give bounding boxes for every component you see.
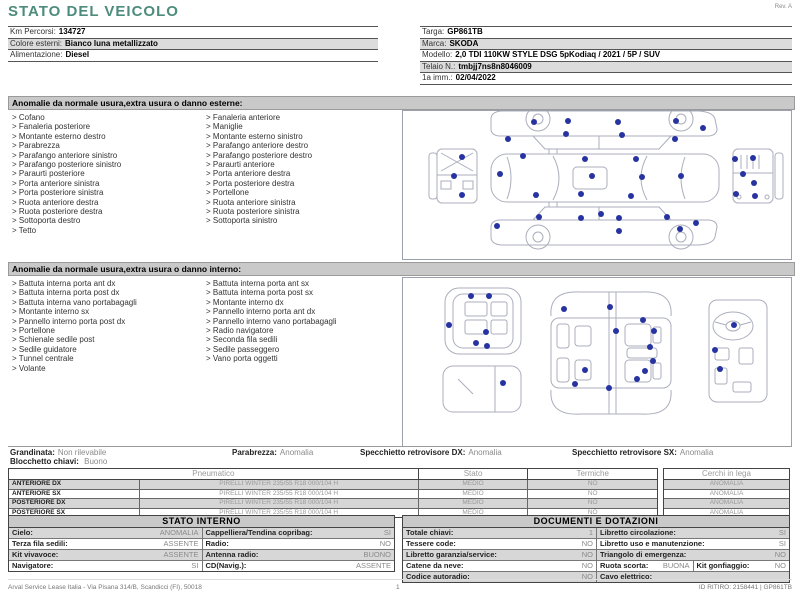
info-row	[420, 39, 792, 51]
field-label: Libretto uso e manutenzione:	[600, 539, 705, 548]
summary-item	[572, 448, 713, 457]
info-row	[8, 27, 378, 39]
field-label: Codice autoradio:	[406, 572, 470, 581]
damage-dot	[446, 322, 452, 328]
damage-dot	[505, 136, 511, 142]
field-cell	[9, 539, 202, 549]
field-label: Alimentazione:	[10, 50, 63, 59]
exterior-anomaly-list-left	[12, 113, 200, 235]
documents-body	[403, 528, 789, 582]
damage-dot	[598, 211, 604, 217]
field-label: Terza fila sedili:	[12, 539, 68, 548]
damage-dot	[615, 119, 621, 125]
interior-state-title: STATO INTERNO	[9, 516, 394, 528]
anomaly-item: > Ruota anteriore sinistra	[206, 198, 394, 207]
info-row	[8, 39, 378, 51]
alloy-cell: ANOMALIA	[709, 480, 744, 487]
footer-id-ritiro: ID RITIRO: 2158441 | GP861TB	[698, 584, 792, 591]
field-label: Marca:	[422, 38, 447, 48]
field-label: Telaio N.:	[422, 61, 456, 71]
damage-dot	[712, 347, 718, 353]
field-cell	[202, 550, 395, 560]
anomaly-item: > Ruota posteriore sinistra	[206, 207, 394, 216]
table-row	[9, 550, 394, 561]
col-header-stato: Stato	[418, 469, 528, 479]
anomaly-item: > Parafango anteriore destro	[206, 141, 394, 150]
summary-item	[360, 448, 502, 457]
col-header-termiche: Termiche	[527, 469, 657, 479]
anomaly-item: > Sedile passeggero	[206, 345, 394, 354]
damage-dot	[606, 385, 612, 391]
damage-dot	[651, 328, 657, 334]
field-value: NO	[774, 550, 786, 559]
field-label: Ruota scorta:	[600, 561, 649, 570]
exterior-damage-diagram	[402, 110, 792, 260]
alloy-cell: ANOMALIA	[709, 489, 744, 497]
field-value: NO	[581, 539, 593, 548]
anomaly-item: > Porta anteriore destra	[206, 169, 394, 178]
field-value: NO	[581, 561, 593, 570]
field-cell	[596, 561, 693, 571]
damage-dot	[459, 192, 465, 198]
damage-dot	[642, 368, 648, 374]
summary-item	[10, 448, 106, 457]
damage-dot	[563, 131, 569, 137]
field-label: Targa:	[422, 27, 445, 36]
field-value: ASSENTE	[163, 550, 199, 559]
field-label: Antenna radio:	[205, 550, 259, 559]
summary-label: Parabrezza:	[232, 448, 277, 457]
damage-dot	[664, 214, 670, 220]
summary-label: Specchietto retrovisore DX:	[360, 448, 466, 457]
damage-dot	[468, 293, 474, 299]
alloy-wheels-body	[664, 480, 789, 517]
field-value: ASSENTE	[163, 539, 199, 548]
damage-dot	[497, 171, 503, 177]
anomaly-item: > Pannello interno porta ant dx	[206, 307, 394, 316]
damage-dot	[561, 306, 567, 312]
damage-dot	[451, 173, 457, 179]
anomaly-item: > Fanaleria anteriore	[206, 113, 394, 122]
condition-summary-line2	[10, 457, 107, 466]
field-value: NO	[581, 550, 593, 559]
table-row	[403, 550, 789, 561]
summary-label: Grandinata:	[10, 448, 55, 457]
tyre-cell: NO	[527, 480, 657, 489]
interior-state-table	[8, 515, 395, 572]
damage-dot	[494, 223, 500, 229]
damage-dot	[483, 329, 489, 335]
info-row	[420, 73, 792, 85]
summary-value: Anomalia	[679, 448, 714, 457]
field-value: BUONA	[662, 561, 690, 570]
damage-dot	[565, 118, 571, 124]
damage-dot	[672, 136, 678, 142]
field-value: SI	[778, 539, 786, 548]
damage-dot	[616, 228, 622, 234]
damage-dot	[693, 220, 699, 226]
damage-dot	[678, 173, 684, 179]
anomaly-item: > Montante esterno destro	[12, 132, 200, 141]
damage-dot	[639, 174, 645, 180]
field-cell	[596, 550, 789, 560]
anomaly-item: > Parafango posteriore sinistro	[12, 160, 200, 169]
tyre-cell: NO	[527, 490, 657, 499]
damage-dot	[647, 344, 653, 350]
anomaly-item: > Seconda fila sedili	[206, 335, 394, 344]
field-cell	[403, 572, 596, 582]
revision-label: Rev. A	[774, 4, 792, 10]
damage-dot	[578, 191, 584, 197]
separator-line	[8, 446, 792, 447]
table-row	[403, 528, 789, 539]
col-header-cerchi: Cerchi in lega	[702, 469, 751, 478]
tyre-table-body	[9, 480, 657, 517]
footer-company-address: Arval Service Lease Italia - Via Pisana 314/B, Scandicci (FI), 50018	[8, 584, 202, 591]
interior-state-body	[9, 528, 394, 571]
tyre-row	[9, 480, 657, 490]
field-label: Radio:	[205, 539, 229, 548]
anomaly-item: > Portellone	[12, 326, 200, 335]
tyre-cell: MEDIO	[418, 499, 528, 508]
alloy-row	[664, 490, 789, 500]
field-label: Totale chiavi:	[406, 528, 454, 537]
field-cell	[403, 539, 596, 549]
tyre-cell: POSTERIORE DX	[12, 499, 66, 506]
info-row	[420, 27, 792, 39]
anomaly-item: > Porta posteriore destra	[206, 179, 394, 188]
tyre-cell: POSTERIORE SX	[12, 508, 66, 516]
anomaly-item: > Ruota anteriore destra	[12, 198, 200, 207]
anomaly-item: > Ruota posteriore destra	[12, 207, 200, 216]
damage-dot	[700, 125, 706, 131]
damage-dot	[677, 226, 683, 232]
table-row	[9, 561, 394, 571]
damage-dot	[520, 153, 526, 159]
anomaly-item: > Parafango posteriore destro	[206, 151, 394, 160]
damage-dot	[619, 132, 625, 138]
table-row	[403, 561, 789, 572]
documents-table	[402, 515, 790, 583]
field-cell	[9, 561, 202, 571]
field-cell	[403, 561, 596, 571]
summary-item	[232, 448, 313, 457]
anomaly-item: > Battuta interna vano portabagagli	[12, 298, 200, 307]
damage-dot	[733, 191, 739, 197]
damage-dot	[473, 340, 479, 346]
field-value: BUONO	[363, 550, 391, 559]
field-value: Bianco luna metallizzato	[65, 38, 158, 48]
info-row	[420, 62, 792, 74]
field-cell	[202, 528, 395, 538]
tyre-cell: PIRELLI WINTER 235/55 R18 000/104 H	[139, 480, 418, 489]
field-label: Navigatore:	[12, 561, 54, 570]
tyre-table	[8, 468, 658, 518]
field-label: Cappelliera/Tendina copribag:	[205, 528, 313, 537]
anomaly-item: > Tetto	[12, 226, 200, 235]
vehicle-info-left	[8, 26, 378, 62]
field-label: CD(Navig.):	[205, 561, 247, 570]
field-label: Catene da neve:	[406, 561, 464, 570]
anomaly-item: > Vano porta oggetti	[206, 354, 394, 363]
field-cell	[596, 528, 789, 538]
info-row	[8, 50, 378, 62]
anomaly-item: > Portellone	[206, 188, 394, 197]
field-value: SI	[778, 528, 786, 537]
tyre-cell: MEDIO	[418, 509, 528, 518]
field-value: 134727	[58, 27, 86, 36]
anomaly-item: > Porta posteriore sinistra	[12, 188, 200, 197]
field-value: SKODA	[449, 38, 479, 48]
anomaly-item: > Montante interno sx	[12, 307, 200, 316]
damage-dot	[751, 180, 757, 186]
damage-dot	[732, 156, 738, 162]
footer-page-number: 1	[396, 584, 400, 591]
page-title: STATO DEL VEICOLO	[8, 3, 179, 20]
field-cell	[596, 539, 789, 549]
alloy-wheels-table	[663, 468, 790, 518]
damage-dot	[500, 380, 506, 386]
field-cell	[9, 550, 202, 560]
field-cell	[596, 572, 789, 582]
damage-dot	[650, 358, 656, 364]
summary-value: Non rilevabile	[57, 448, 107, 457]
col-header-pneumatico: Pneumatico	[192, 469, 235, 478]
field-cell	[202, 561, 395, 571]
field-value: 2,0 TDI 110KW STYLE DSG 5pKodiaq / 2021 / 5P / SUV	[455, 50, 661, 59]
field-value: NO	[379, 539, 391, 548]
vehicle-info-right	[420, 26, 792, 85]
field-label: Kit gonfiaggio:	[696, 561, 750, 570]
anomaly-item: > Paraurti anteriore	[206, 160, 394, 169]
anomaly-item: > Schienale sedile post	[12, 335, 200, 344]
damage-dot	[572, 381, 578, 387]
field-value: Diesel	[65, 50, 90, 59]
damage-dot	[740, 171, 746, 177]
damage-dot	[578, 215, 584, 221]
summary-value: Anomalia	[468, 448, 502, 457]
alloy-row	[664, 499, 789, 509]
anomaly-item: > Maniglie	[206, 122, 394, 131]
anomaly-item: > Parafango anteriore sinistro	[12, 151, 200, 160]
anomaly-item: > Pannello interno porta post dx	[12, 317, 200, 326]
tyre-cell: MEDIO	[418, 490, 528, 499]
field-value: ASSENTE	[355, 561, 391, 570]
field-value: 02/04/2022	[455, 73, 496, 82]
field-label: Km Percorsi:	[10, 27, 56, 36]
tyre-table-header	[9, 469, 657, 480]
anomaly-item: > Tunnel centrale	[12, 354, 200, 363]
damage-dot	[752, 193, 758, 199]
summary-label: Blocchetto chiavi:	[10, 457, 79, 466]
field-label: Kit vivavoce:	[12, 550, 59, 559]
alloy-row	[664, 480, 789, 490]
condition-summary-line1	[0, 448, 800, 457]
tyre-cell: MEDIO	[418, 480, 528, 489]
tyre-row	[9, 490, 657, 500]
field-label: Cavo elettrico:	[600, 572, 653, 581]
tyre-cell: ANTERIORE SX	[12, 489, 61, 497]
exterior-section-title: Anomalie da normale usura,extra usura o danno esterne:	[8, 96, 795, 110]
field-label: Libretto garanzia/service:	[406, 550, 497, 559]
footer-separator	[8, 579, 792, 580]
anomaly-item: > Sottoporta destro	[12, 216, 200, 225]
interior-anomaly-list-left	[12, 279, 200, 373]
damage-dot	[640, 317, 646, 323]
damage-dot	[750, 155, 756, 161]
damage-dot	[582, 367, 588, 373]
tyre-cell: PIRELLI WINTER 235/55 R18 000/104 H	[139, 499, 418, 508]
damage-dot	[533, 192, 539, 198]
damage-dot	[582, 156, 588, 162]
documents-title: DOCUMENTI E DOTAZIONI	[403, 516, 789, 528]
tyre-cell: ANTERIORE DX	[12, 480, 62, 487]
summary-value: Buono	[84, 457, 108, 466]
anomaly-item: > Porta anteriore sinistra	[12, 179, 200, 188]
field-label: Libretto circolazione:	[600, 528, 676, 537]
damage-dot	[484, 343, 490, 349]
field-value: 1	[588, 528, 593, 537]
damage-dot	[731, 322, 737, 328]
anomaly-item: > Montante esterno sinistro	[206, 132, 394, 141]
damage-dot	[673, 118, 679, 124]
anomaly-item: > Cofano	[12, 113, 200, 122]
damage-dot	[613, 328, 619, 334]
anomaly-item: > Battuta interna porta ant dx	[12, 279, 200, 288]
alloy-cell: ANOMALIA	[709, 508, 744, 516]
field-cell	[403, 550, 596, 560]
anomaly-item: > Parabrezza	[12, 141, 200, 150]
alloy-cell: ANOMALIA	[709, 499, 744, 506]
field-value: tmbjj7ns8n8046009	[458, 61, 532, 71]
field-label: Triangolo di emergenza:	[600, 550, 687, 559]
tyre-cell: NO	[527, 509, 657, 518]
alloy-wheels-header	[664, 469, 789, 480]
damage-dot	[589, 173, 595, 179]
damage-dot	[616, 215, 622, 221]
anomaly-item: > Montante interno dx	[206, 298, 394, 307]
damage-dot	[634, 376, 640, 382]
anomaly-item: > Sedile guidatore	[12, 345, 200, 354]
interior-damage-diagram	[402, 277, 792, 447]
damage-dot	[459, 154, 465, 160]
field-cell	[693, 561, 790, 571]
damage-dot	[607, 304, 613, 310]
damage-dot	[628, 193, 634, 199]
anomaly-item: > Radio navigatore	[206, 326, 394, 335]
field-cell	[9, 528, 202, 538]
anomaly-item: > Volante	[12, 364, 200, 373]
anomaly-item: > Sottoporta sinistro	[206, 216, 394, 225]
tyre-cell: PIRELLI WINTER 235/55 R18 000/104 H	[139, 490, 418, 499]
table-row	[403, 572, 789, 582]
field-value: ANOMALIA	[159, 528, 199, 537]
exterior-anomaly-list-right	[206, 113, 394, 226]
info-row	[420, 50, 792, 62]
damage-dot	[717, 366, 723, 372]
anomaly-item: > Fanaleria posteriore	[12, 122, 200, 131]
field-value: GP861TB	[447, 27, 483, 36]
field-label: Modello:	[422, 50, 453, 59]
field-value: NO	[774, 561, 786, 570]
anomaly-item: > Pannello interno vano portabagagli	[206, 317, 394, 326]
summary-value: Anomalia	[279, 448, 314, 457]
field-cell	[202, 539, 395, 549]
damage-dot	[486, 293, 492, 299]
field-value: NO	[581, 572, 593, 581]
field-label: Cielo:	[12, 528, 33, 537]
anomaly-item: > Paraurti posteriore	[12, 169, 200, 178]
field-cell	[403, 528, 596, 538]
summary-label: Specchietto retrovisore SX:	[572, 448, 677, 457]
field-value: SI	[191, 561, 199, 570]
anomaly-item: > Battuta interna porta post sx	[206, 288, 394, 297]
field-label: 1a imm.:	[422, 73, 453, 82]
field-label: Colore esterni:	[10, 38, 63, 48]
field-label: Tessere code:	[406, 539, 456, 548]
damage-dot	[536, 214, 542, 220]
field-value: SI	[383, 528, 391, 537]
table-row	[403, 539, 789, 550]
interior-anomaly-list-right	[206, 279, 394, 364]
damage-dot	[531, 119, 537, 125]
anomaly-item: > Battuta interna porta ant sx	[206, 279, 394, 288]
table-row	[9, 539, 394, 550]
interior-section-title: Anomalie da normale usura,extra usura o danno interno:	[8, 262, 795, 276]
interior-car-drawing	[403, 278, 791, 446]
tyre-row	[9, 499, 657, 509]
anomaly-item: > Battuta interna porta post dx	[12, 288, 200, 297]
damage-dot	[633, 156, 639, 162]
exterior-car-drawing	[403, 111, 791, 259]
tyre-cell: PIRELLI WINTER 235/55 R18 000/104 H	[139, 509, 418, 518]
tyre-cell: NO	[527, 499, 657, 508]
table-row	[9, 528, 394, 539]
